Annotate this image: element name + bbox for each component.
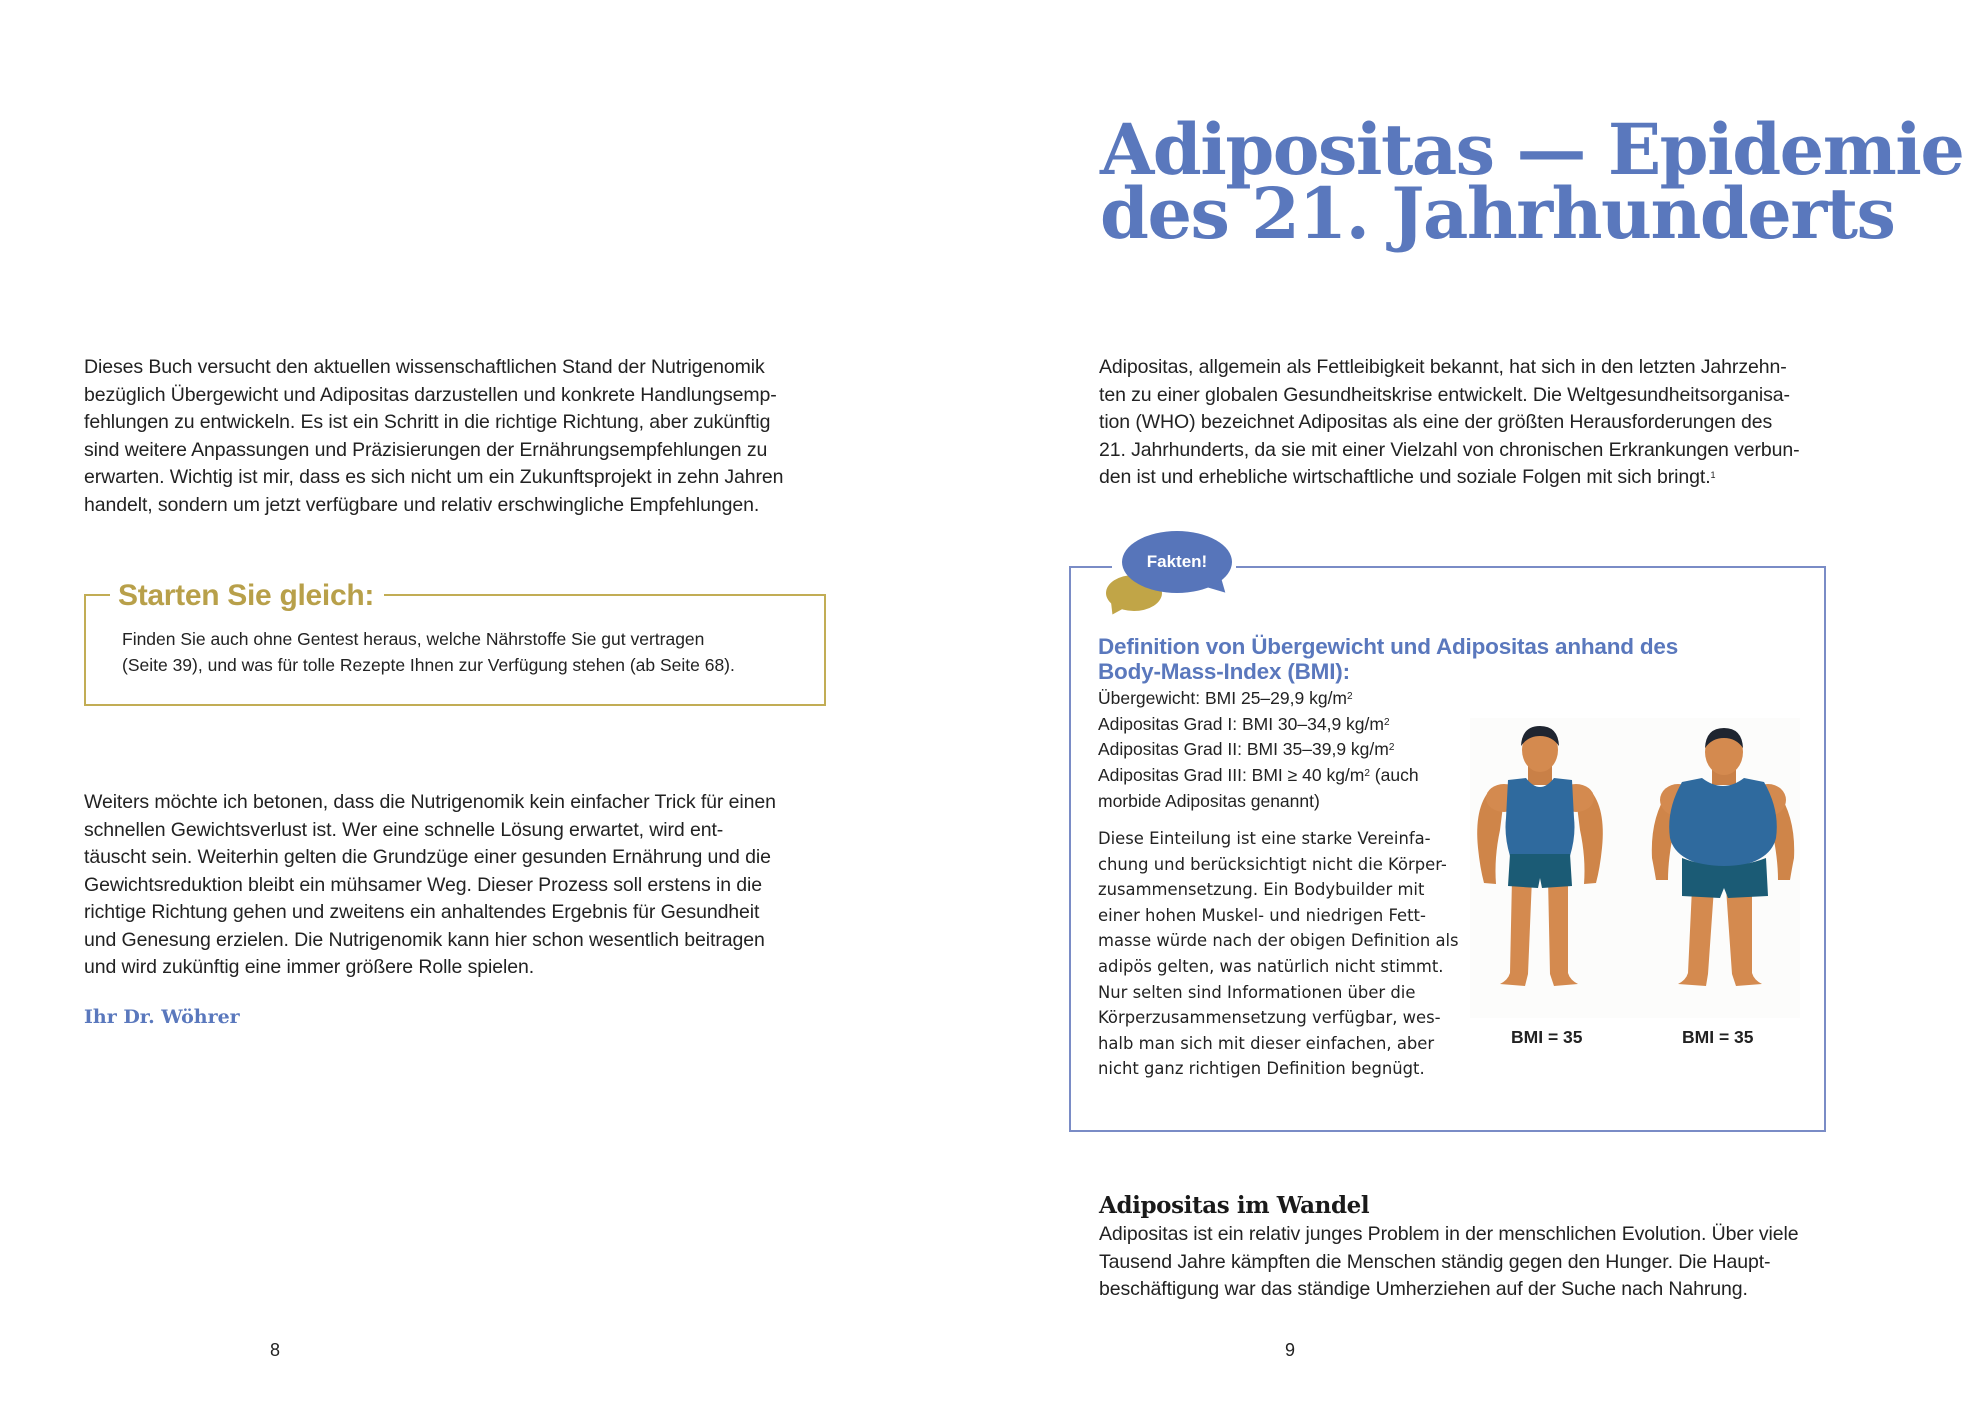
section-subheading: Adipositas im Wandel bbox=[1099, 1192, 1370, 1219]
text-line: Dieses Buch versucht den aktuellen wissenschaftlichen Stand der Nutrigenomik bbox=[84, 356, 765, 378]
bmi-definition-list bbox=[1098, 686, 1419, 815]
intro-paragraph-left bbox=[84, 354, 824, 519]
facts-badge bbox=[1122, 531, 1232, 593]
callout-text bbox=[122, 626, 735, 678]
text-line: sind weitere Anpassungen und Präzisierungen der Ernährungsempfehlungen zu bbox=[84, 438, 768, 461]
text-line: (Seite 39), und was für tolle Rezepte Ihnen zur Verfügung stehen (ab Seite 68). bbox=[122, 655, 735, 675]
facts-heading bbox=[1098, 634, 1798, 684]
closing-paragraph-left bbox=[84, 789, 824, 982]
page-number-left: 8 bbox=[270, 1340, 281, 1360]
superscript: 2 bbox=[1347, 691, 1353, 702]
text-line: richtige Richtung gehen und zweitens ein anhaltendes Ergebnis für Gesundheit bbox=[84, 901, 760, 923]
bmi-definition bbox=[1098, 686, 1419, 712]
text-line: schnellen Gewichtsverlust ist. Wer eine schnelle Lösung erwartet, wird ent- bbox=[84, 818, 724, 841]
bmi-label: morbide Adipositas genannt) bbox=[1098, 790, 1320, 811]
text-line: ten zu einer globalen Gesundheitskrise entwickelt. Die Weltgesundheitsorganisa- bbox=[1099, 383, 1790, 406]
text-line: Diese Einteilung ist eine starke Vereinfa- bbox=[1098, 829, 1431, 848]
page-number-right: 9 bbox=[1285, 1340, 1296, 1360]
text-line: Tausend Jahre kämpften die Menschen ständig gegen den Hunger. Die Haupt- bbox=[1099, 1250, 1771, 1273]
heading-line: Definition von Übergewicht und Adipositas anhand des bbox=[1098, 634, 1679, 659]
bmi-label: Adipositas Grad I: BMI 30–34,9 kg/m bbox=[1098, 713, 1384, 734]
text-line: nicht ganz richtigen Definition begnügt. bbox=[1098, 1059, 1425, 1079]
bmi-label: Übergewicht: BMI 25–29,9 kg/m bbox=[1098, 688, 1348, 708]
footnote-marker: 1 bbox=[1710, 470, 1716, 480]
intro-paragraph-right bbox=[1099, 354, 1839, 492]
callout-heading: Starten Sie gleich: bbox=[110, 580, 384, 612]
text-line: 21. Jahrhunderts, da sie mit einer Vielzahl von chronischen Erkrankungen verbun- bbox=[1099, 438, 1800, 461]
text-line: einer hohen Muskel- und niedrigen Fett- bbox=[1098, 905, 1426, 925]
text-line-content: den ist und erhebliche wirtschaftliche und soziale Folgen mit sich bringt. bbox=[1099, 466, 1711, 488]
text-line: Nur selten sind Informationen über die bbox=[1098, 982, 1416, 1002]
text-line: Adipositas ist ein relativ junges Problem in der menschlichen Evolution. Über viele bbox=[1099, 1223, 1799, 1245]
bmi-suffix: (auch bbox=[1369, 765, 1419, 786]
bmi-label: Adipositas Grad II: BMI 35–39,9 kg/m bbox=[1098, 739, 1389, 760]
bmi-label-obese: BMI = 35 bbox=[1682, 1027, 1754, 1047]
heading-line: Body-Mass-Index (BMI): bbox=[1098, 659, 1350, 684]
chapter-title bbox=[1100, 108, 1964, 255]
text-line: bezüglich Übergewicht und Adipositas darzustellen und konkrete Handlungsemp- bbox=[84, 383, 777, 406]
facts-badge-label: Fakten! bbox=[1146, 552, 1208, 571]
evolution-paragraph bbox=[1099, 1221, 1839, 1304]
bmi-label-muscular: BMI = 35 bbox=[1511, 1027, 1583, 1047]
text-line: masse würde nach der obigen Definition als bbox=[1098, 931, 1459, 951]
text-line: zusammensetzung. Ein Bodybuilder mit bbox=[1098, 880, 1425, 900]
text-line: Gewichtsreduktion bleibt ein mühsamer Weg. Dieser Prozess soll erstens in die bbox=[84, 873, 762, 896]
text-line: Finden Sie auch ohne Gentest heraus, welche Nährstoffe Sie gut vertragen bbox=[122, 629, 705, 649]
text-line: fehlungen zu entwickeln. Es ist ein Schritt in die richtige Richtung, aber zukünftig bbox=[84, 411, 771, 433]
author-signature: Ihr Dr. Wöhrer bbox=[84, 1006, 240, 1028]
text-line: halb man sich mit dieser einfachen, aber bbox=[1098, 1033, 1435, 1053]
text-line: und wird zukünftig eine immer größere Rolle spielen. bbox=[84, 956, 535, 978]
bmi-definition bbox=[1098, 763, 1419, 789]
text-line: täuscht sein. Weiterhin gelten die Grundzüge einer gesunden Ernährung und die bbox=[84, 846, 771, 868]
text-line: erwarten. Wichtig ist mir, dass es sich nicht um ein Zukunftsprojekt in zehn Jahren bbox=[84, 466, 784, 488]
superscript: 2 bbox=[1364, 768, 1370, 780]
text-line: tion (WHO) bezeichnet Adipositas als eine der größten Herausforderungen des bbox=[1099, 411, 1773, 433]
text-line: handelt, sondern um jetzt verfügbare und relativ erschwingliche Empfehlungen. bbox=[84, 493, 760, 516]
superscript: 2 bbox=[1383, 716, 1390, 728]
text-line: adipös gelten, was natürlich nicht stimmt. bbox=[1098, 956, 1444, 976]
text-line: Adipositas, allgemein als Fettleibigkeit bekannt, hat sich in den letzten Jahrzehn- bbox=[1099, 356, 1787, 378]
bmi-definition bbox=[1098, 789, 1419, 815]
bmi-label: Adipositas Grad III: BMI ≥ 40 kg/m bbox=[1098, 765, 1365, 786]
muscular-man-figure bbox=[1477, 726, 1603, 986]
text-line: Weiters möchte ich betonen, dass die Nutrigenomik kein einfacher Trick für einen bbox=[84, 791, 776, 813]
text-line: und Genesung erzielen. Die Nutrigenomik kann hier schon wesentlich beitragen bbox=[84, 928, 765, 951]
bmi-definition bbox=[1098, 712, 1419, 738]
text-line: Körperzusammensetzung verfügbar, wes- bbox=[1098, 1008, 1441, 1028]
text-line: beschäftigung war das ständige Umherziehen auf der Suche nach Nahrung. bbox=[1099, 1278, 1748, 1300]
text-line: chung und berücksichtigt nicht die Körper- bbox=[1098, 854, 1447, 874]
bmi-definition bbox=[1098, 737, 1419, 763]
body-figures-icon bbox=[1470, 718, 1800, 1018]
facts-paragraph bbox=[1098, 826, 1459, 1082]
bmi-comparison-illustration bbox=[1470, 718, 1800, 1018]
starten-callout-box bbox=[84, 579, 826, 706]
superscript: 2 bbox=[1388, 742, 1395, 754]
title-line: Adipositas — Epidemie bbox=[1100, 108, 1964, 191]
text-line bbox=[1099, 464, 1839, 492]
obese-man-figure bbox=[1652, 728, 1794, 986]
title-line: des 21. Jahrhunderts bbox=[1100, 172, 1895, 255]
